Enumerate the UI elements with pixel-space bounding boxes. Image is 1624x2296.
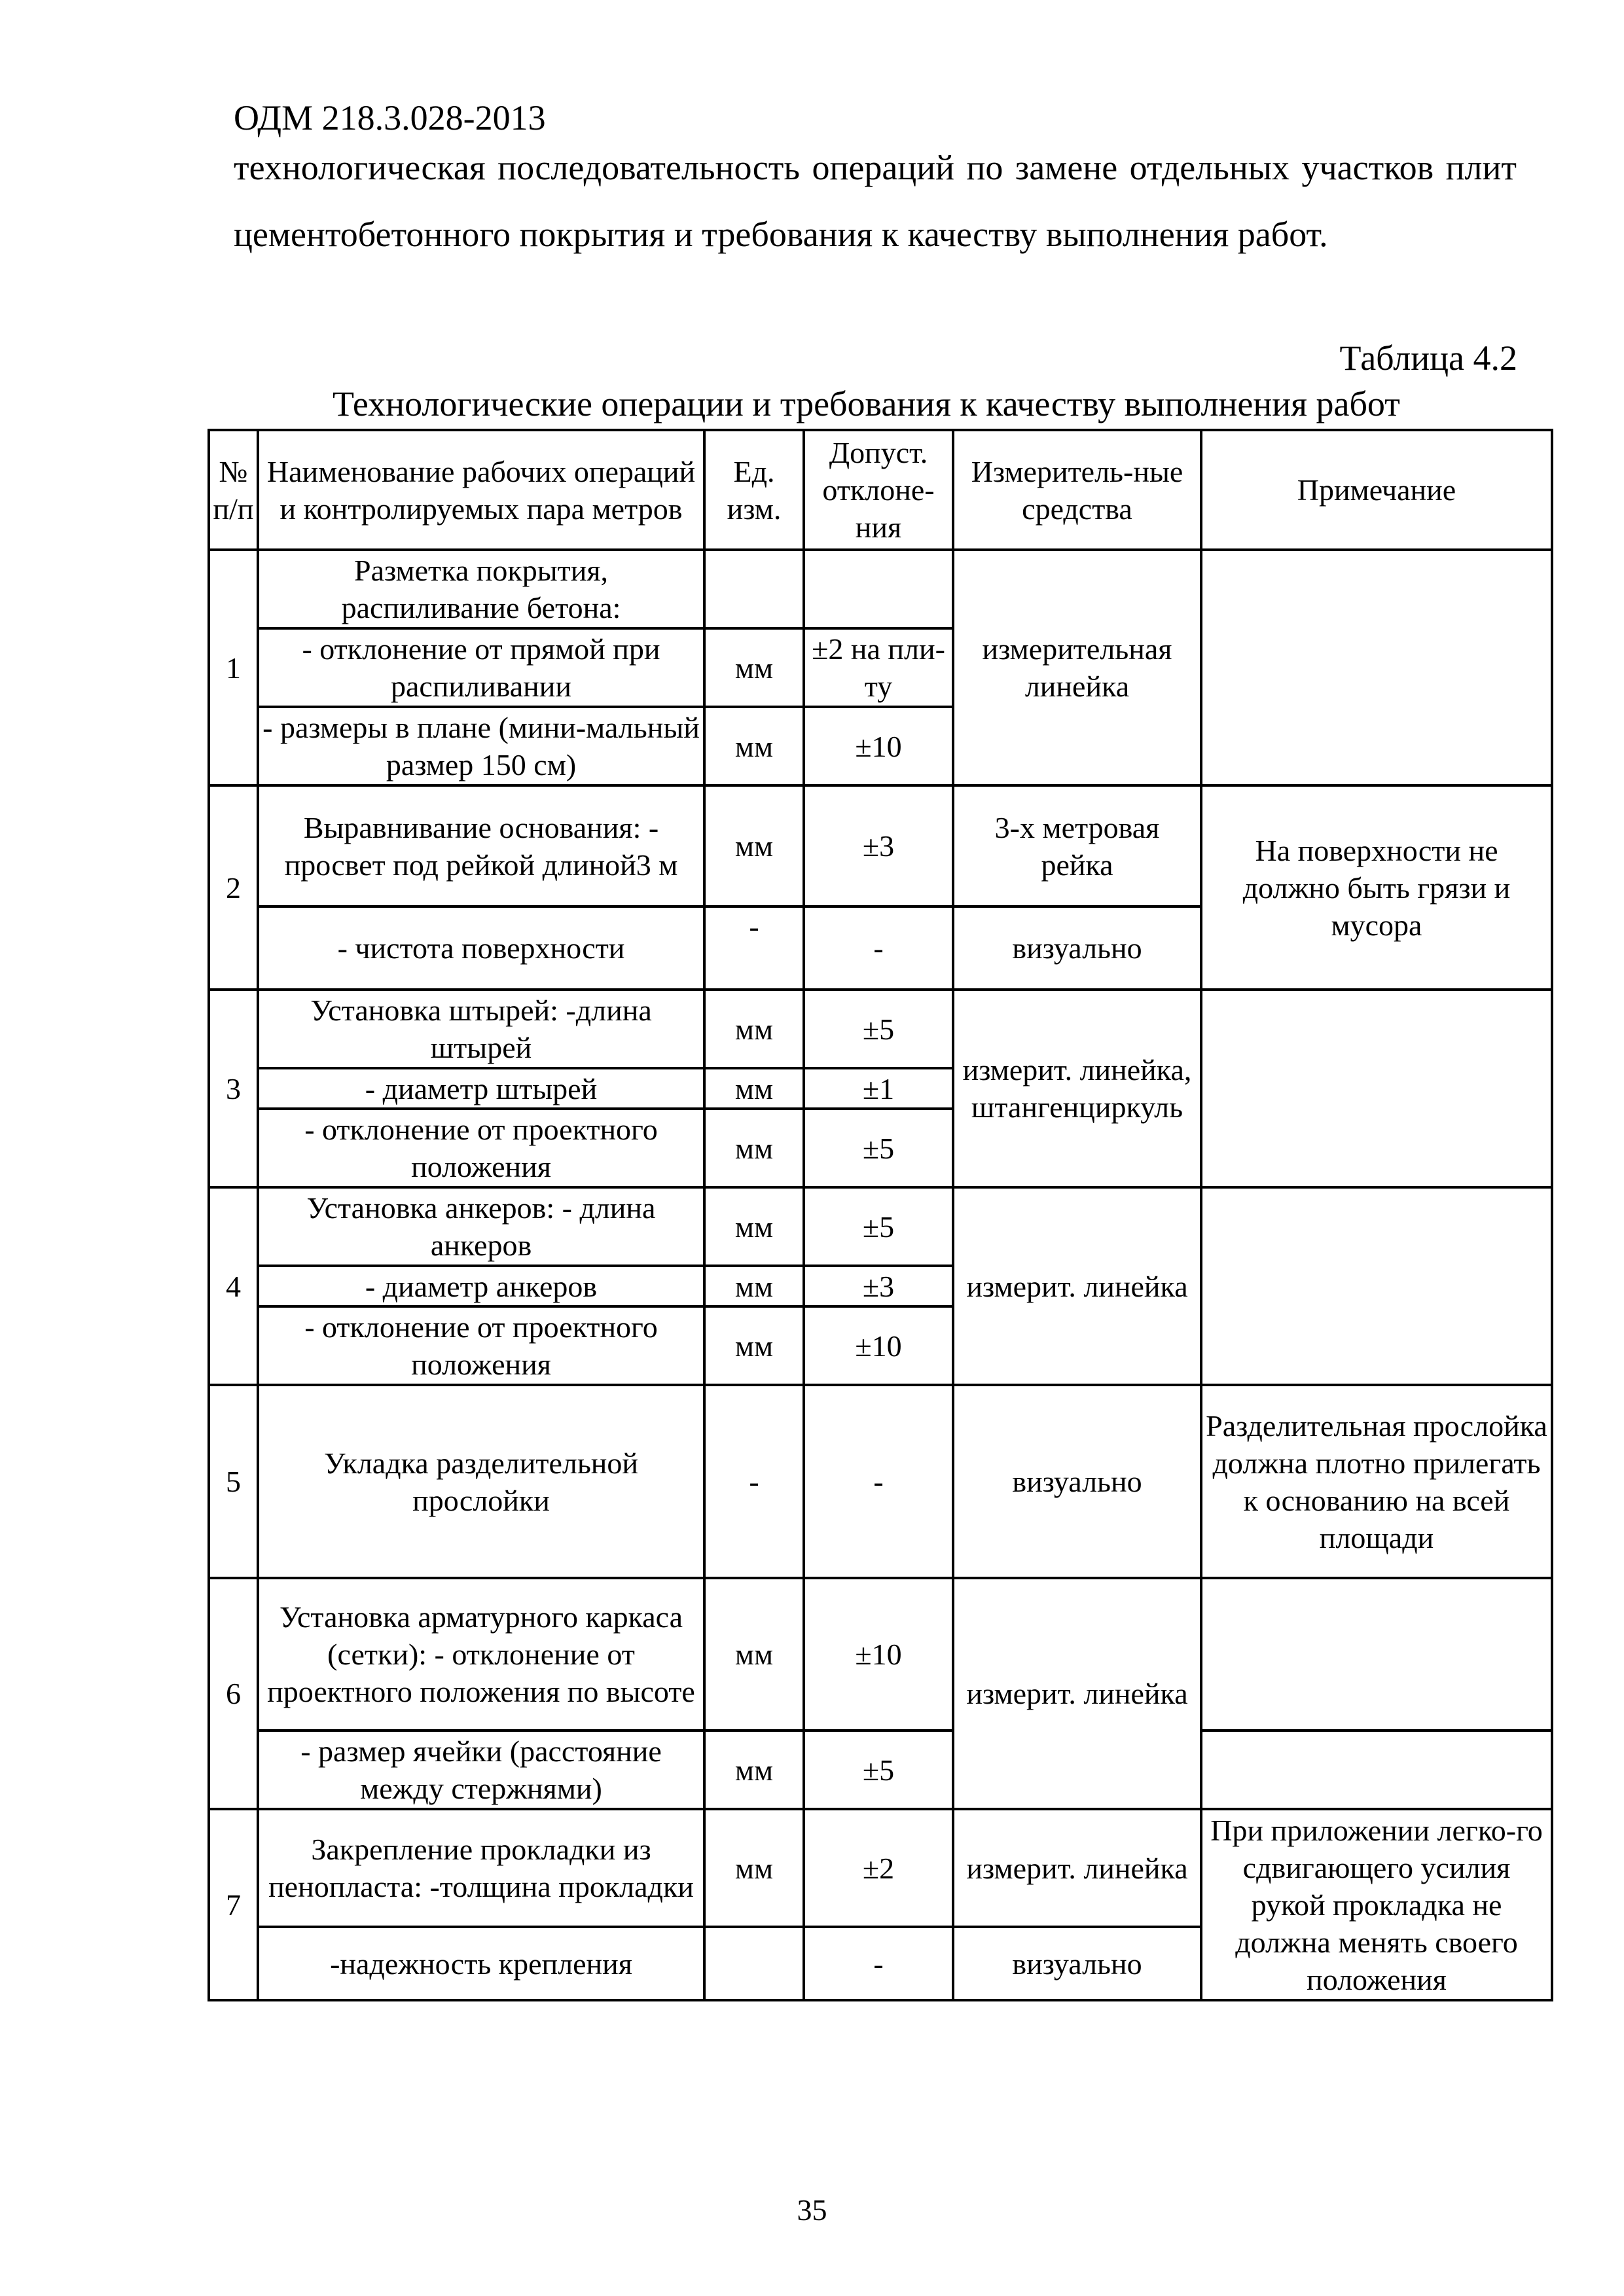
operation-cell: Укладка разделительной прослойки [258, 1385, 704, 1578]
operations-table [208, 429, 1553, 2001]
tolerance-cell: ±5 [804, 1187, 953, 1266]
row-number: 1 [209, 550, 258, 785]
note-cell: При приложении легко-го сдвигающего усилия рукой прокладка не должна менять своего положения [1201, 1809, 1552, 2000]
operation-cell: -надежность крепления [258, 1927, 704, 2000]
unit-cell: мм [704, 990, 804, 1068]
row-number: 2 [209, 785, 258, 990]
operation-cell: - размеры в плане (мини-мальный размер 150 см) [258, 707, 704, 785]
col-header-unit: Ед. изм. [704, 430, 804, 550]
unit-cell: мм [704, 1731, 804, 1809]
unit-cell: мм [704, 1578, 804, 1731]
operation-cell: - чистота поверхности [258, 906, 704, 990]
col-header-name: Наименование рабочих операций и контролируемых пара метров [258, 430, 704, 550]
table-header-row [209, 430, 1552, 550]
tolerance-cell: ±2 [804, 1809, 953, 1927]
unit-cell: мм [704, 1187, 804, 1266]
page-number: 35 [797, 2193, 827, 2227]
unit-cell: мм [704, 707, 804, 785]
tolerance-cell: ±5 [804, 1109, 953, 1187]
tolerance-cell [804, 550, 953, 628]
unit-cell: мм [704, 1809, 804, 1927]
table-row [209, 1809, 1552, 1927]
table-row [209, 785, 1552, 906]
operation-cell: Установка арматурного каркаса (сетки): - отклонение от проектного положения по высоте [258, 1578, 704, 1731]
operation-cell: Выравнивание основания: - просвет под рейкой длиной3 м [258, 785, 704, 906]
operation-cell: Установка штырей: -длина штырей [258, 990, 704, 1068]
table-row [209, 1731, 1552, 1809]
table-row [209, 1578, 1552, 1731]
tolerance-cell: - [804, 1927, 953, 2000]
operation-cell: Установка анкеров: - длина анкеров [258, 1187, 704, 1266]
tolerance-cell: ±2 на пли-ту [804, 628, 953, 707]
tool-cell: визуально [953, 906, 1201, 990]
note-cell: На поверхности не должно быть грязи и мусора [1201, 785, 1552, 990]
tolerance-cell: - [804, 906, 953, 990]
document-code: ОДМ 218.3.028-2013 [234, 98, 546, 137]
tool-cell: измерит. линейка, штангенциркуль [953, 990, 1201, 1187]
operation-cell: - диаметр штырей [258, 1068, 704, 1109]
unit-cell: мм [704, 1266, 804, 1306]
unit-cell: мм [704, 628, 804, 707]
col-header-note: Примечание [1201, 430, 1552, 550]
tolerance-cell: ±10 [804, 1578, 953, 1731]
unit-cell: - [704, 1385, 804, 1578]
row-number: 4 [209, 1187, 258, 1385]
unit-cell [704, 1927, 804, 2000]
unit-cell: мм [704, 1306, 804, 1385]
operation-cell: - отклонение от проектного положения [258, 1109, 704, 1187]
tool-cell: 3-х метровая рейка [953, 785, 1201, 906]
note-cell [1201, 1731, 1552, 1809]
table-row [209, 550, 1552, 628]
table-title: Технологические операции и требования к качеству выполнения работ [333, 384, 1400, 423]
unit-cell: - [704, 906, 804, 990]
operation-cell: - отклонение от прямой при распиливании [258, 628, 704, 707]
table-row [209, 990, 1552, 1068]
operation-cell: Разметка покрытия, распиливание бетона: [258, 550, 704, 628]
tolerance-cell: ±5 [804, 1731, 953, 1809]
tolerance-cell: ±3 [804, 1266, 953, 1306]
note-cell [1201, 1187, 1552, 1385]
tolerance-cell: ±5 [804, 990, 953, 1068]
table-row [209, 1385, 1552, 1578]
tool-cell: измерительная линейка [953, 550, 1201, 785]
operation-cell: - отклонение от проектного положения [258, 1306, 704, 1385]
operation-cell: - диаметр анкеров [258, 1266, 704, 1306]
row-number: 5 [209, 1385, 258, 1578]
row-number: 6 [209, 1578, 258, 1809]
note-cell: Разделительная прослойка должна плотно прилегать к основанию на всей площади [1201, 1385, 1552, 1578]
col-header-num: № п/п [209, 430, 258, 550]
note-cell [1201, 550, 1552, 785]
tolerance-cell: ±3 [804, 785, 953, 906]
unit-cell [704, 550, 804, 628]
col-header-tolerance: Допуст. отклоне-ния [804, 430, 953, 550]
tolerance-cell: - [804, 1385, 953, 1578]
operation-cell: Закрепление прокладки из пенопласта: -толщина прокладки [258, 1809, 704, 1927]
intro-paragraph: технологическая последовательность операций по замене отдельных участков плит цементобетонного покрытия и требования к качеству выполнения работ. [234, 148, 1517, 254]
note-cell [1201, 1578, 1552, 1731]
tolerance-cell: ±10 [804, 1306, 953, 1385]
tool-cell: визуально [953, 1927, 1201, 2000]
table-label: Таблица 4.2 [1339, 338, 1517, 378]
unit-cell: мм [704, 785, 804, 906]
col-header-tools: Измеритель-ные средства [953, 430, 1201, 550]
row-number: 7 [209, 1809, 258, 2000]
tool-cell: визуально [953, 1385, 1201, 1578]
tool-cell: измерит. линейка [953, 1187, 1201, 1385]
tool-cell: измерит. линейка [953, 1809, 1201, 1927]
tolerance-cell: ±1 [804, 1068, 953, 1109]
unit-cell: мм [704, 1068, 804, 1109]
tolerance-cell: ±10 [804, 707, 953, 785]
operation-cell: - размер ячейки (расстояние между стержнями) [258, 1731, 704, 1809]
table-row [209, 1187, 1552, 1266]
note-cell [1201, 990, 1552, 1187]
tool-cell: измерит. линейка [953, 1578, 1201, 1809]
unit-cell: мм [704, 1109, 804, 1187]
row-number: 3 [209, 990, 258, 1187]
